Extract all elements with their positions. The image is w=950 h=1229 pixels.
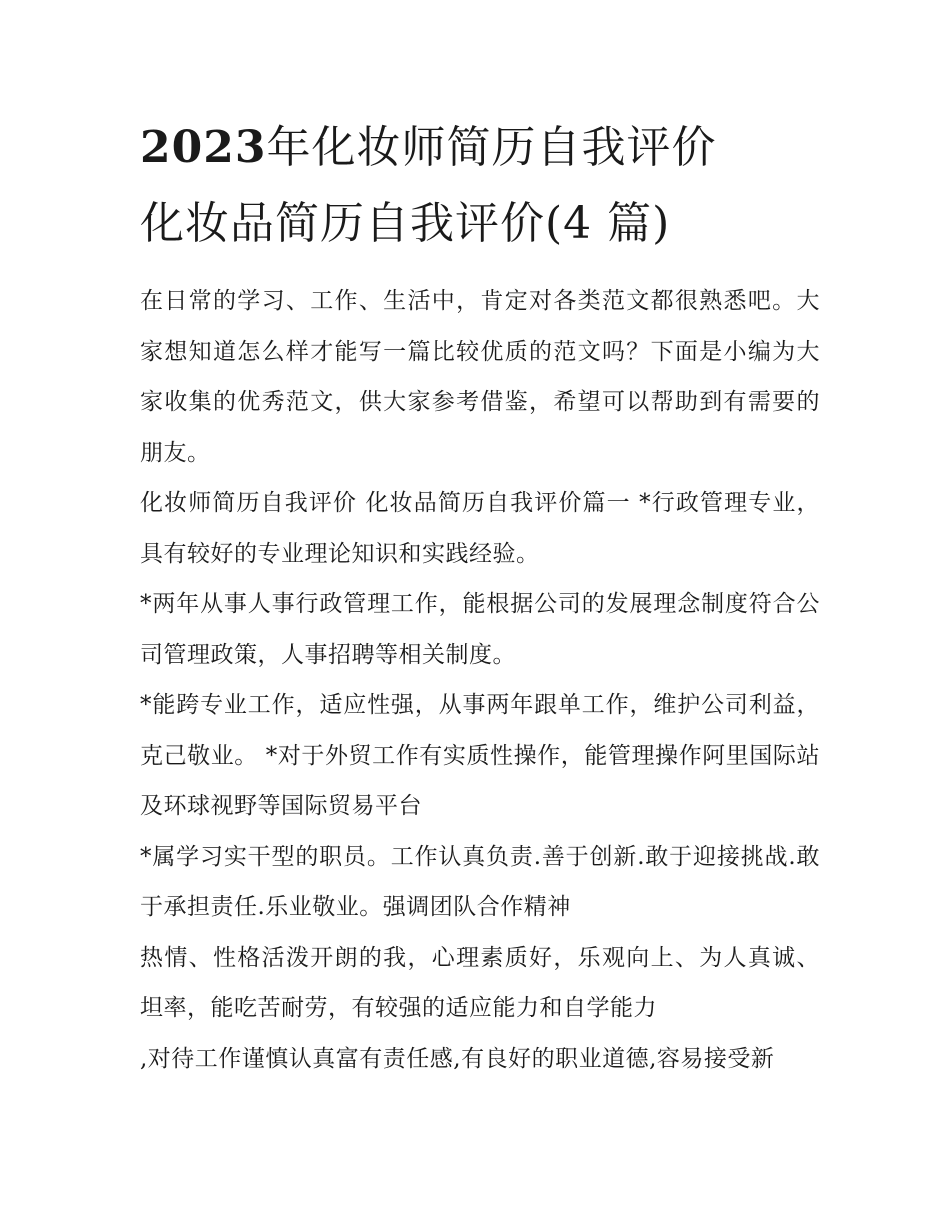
document-body [140, 276, 820, 1084]
title-line-1 [140, 110, 820, 186]
paragraph-bullet-crossfield: *能跨专业工作，适应性强，从事两年跟单工作，维护公司利益，克己敬业。 *对于外贸工作有实质性操作，能管理操作阿里国际站及环球视野等国际贸易平台 [140, 692, 820, 819]
paragraph-intro: 在日常的学习、工作、生活中，肯定对各类范文都很熟悉吧。大家想知道怎么样才能写一篇比较优质的范文吗？下面是小编为大家收集的优秀范文，供大家参考借鉴，希望可以帮助到有需要的朋友。 [140, 288, 820, 466]
paragraph-bullet-hr: *两年从事人事行政管理工作，能根据公司的发展理念制度符合公司管理政策，人事招聘等相关制度。 [140, 591, 820, 668]
paragraph-bullet-attitude: *属学习实干型的职员。工作认真负责.善于创新.敢于迎接挑战.敢于承担责任.乐业敬业。强调团队合作精神 [140, 843, 820, 920]
title-year: 2023 [140, 122, 267, 173]
paragraph-section-one: 化妆师简历自我评价 化妆品简历自我评价篇一 *行政管理专业，具有较好的专业理论知识和实践经验。 [140, 490, 820, 567]
paragraph-work-ethic: ,对待工作谨慎认真富有责任感,有良好的职业道德,容易接受新 [140, 1045, 775, 1072]
title-line-2: 化妆品简历自我评价(4 篇) [140, 198, 671, 249]
paragraph-personality: 热情、性格活泼开朗的我，心理素质好，乐观向上、为人真诚、坦率，能吃苦耐劳，有较强的适应能力和自学能力 [140, 944, 820, 1021]
document-page [140, 110, 820, 1084]
document-title [140, 110, 820, 262]
title-line-1-text: 年化妆师简历自我评价 [266, 122, 717, 173]
